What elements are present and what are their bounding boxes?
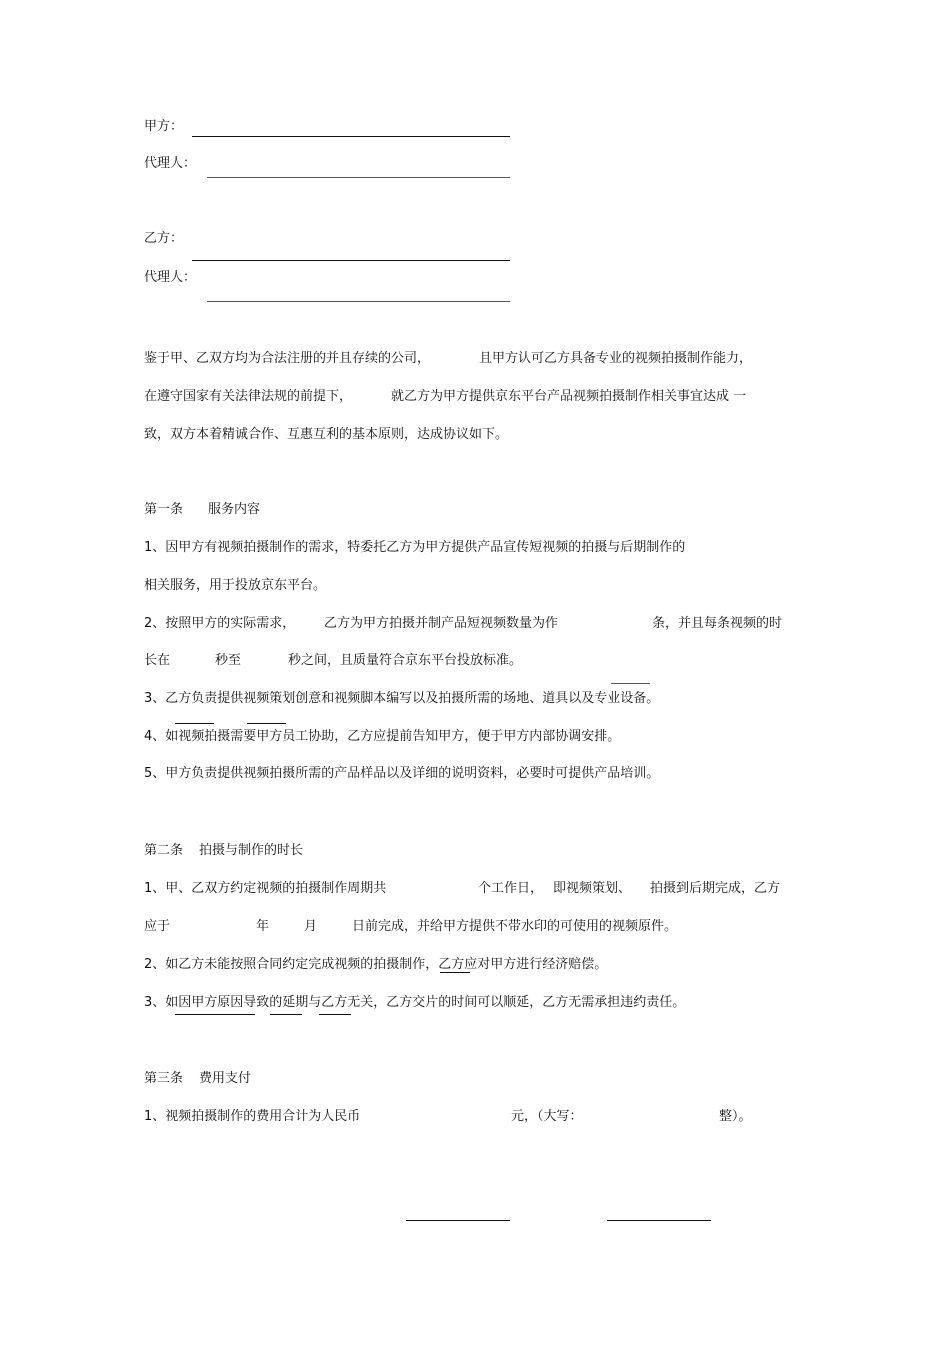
article3-item1-part2: 元，（大写：: [511, 1109, 583, 1124]
article1-item4: 4、如视频拍摄需要甲方员工协助，乙方应提前告知甲方，便于甲方内部协调安排。: [144, 729, 621, 744]
work-days-field[interactable]: [402, 881, 476, 897]
party-a-agent-label: 代理人：: [144, 156, 197, 171]
party-a-label: 甲方：: [144, 119, 184, 134]
article2-title: 拍摄与制作的时长: [199, 843, 304, 858]
party-a-field[interactable]: [192, 120, 510, 136]
month-field[interactable]: [272, 919, 302, 935]
fee-amount-words-field[interactable]: [607, 1109, 711, 1125]
party-a-agent-underline: [207, 177, 510, 178]
party-b-agent-field[interactable]: [207, 284, 510, 300]
article1-item2-part1: 2、按照甲方的实际需求，: [144, 616, 296, 631]
article3-number: 第三条: [144, 1071, 184, 1086]
article3-title: 费用支付: [199, 1071, 252, 1086]
article1-number: 第一条: [144, 502, 184, 517]
article3-item1-part3: 整）。: [719, 1109, 752, 1124]
day-underline: [319, 1014, 351, 1015]
article1-item2-part2: 乙方为甲方拍摄并制产品短视频数量为作: [324, 616, 559, 631]
article2-item2: 2、如乙方未能按照合同约定完成视频的拍摄制作，乙方应对甲方进行经济赔偿。: [144, 957, 608, 972]
month-underline: [270, 1014, 302, 1015]
article2-number: 第二条: [144, 843, 184, 858]
min-seconds-field[interactable]: [174, 653, 214, 669]
max-seconds-field[interactable]: [246, 653, 286, 669]
article2-item1-part4: 拍摄到后期完成，乙方: [650, 881, 781, 896]
party-b-field[interactable]: [192, 243, 510, 259]
article1-item2-part6: 秒之间，且质量符合京东平台投放标准。: [288, 653, 523, 668]
article1-item5: 5、甲方负责提供视频拍摄所需的产品样品以及详细的说明资料，必要时可提供产品培训。: [144, 766, 660, 781]
party-a-agent-field[interactable]: [207, 160, 510, 176]
article1-item2-part4: 长在: [144, 653, 171, 668]
max-seconds-underline: [247, 723, 286, 724]
preamble-line1b: 且甲方认可乙方具备专业的视频拍摄制作能力，: [479, 351, 753, 366]
article2-item1-part6: 日前完成，并给甲方提供不带水印的可使用的视频原件。: [352, 919, 678, 934]
party-b-agent-label: 代理人：: [144, 270, 197, 285]
article2-month-label: 月: [304, 919, 318, 934]
preamble-line2b: 就乙方为甲方提供京东平台产品视频拍摄制作相关事宜达成 一: [391, 389, 747, 404]
preamble-line1a: 鉴于甲、乙双方均为合法注册的并且存续的公司，: [144, 351, 431, 366]
article2-item3: 3、如因甲方原因导致的延期与乙方无关，乙方交片的时间可以顺延，乙方无需承担违约责任。: [144, 995, 686, 1010]
min-seconds-underline: [175, 723, 214, 724]
video-count-underline: [611, 683, 650, 684]
video-count-field[interactable]: [576, 616, 648, 632]
article2-item1-part5: 应于: [144, 919, 171, 934]
party-a-underline: [192, 136, 510, 137]
party-b-underline: [192, 260, 510, 261]
article1-item3: 3、乙方负责提供视频策划创意和视频脚本编写以及拍摄所需的场地、道具以及专业设备。: [144, 691, 660, 706]
article2-item1-part1: 1、甲、乙双方约定视频的拍摄制作周期共: [144, 881, 387, 896]
article2-year-label: 年: [256, 919, 270, 934]
preamble-line3: 致，双方本着精诚合作、互惠互利的基本原则，达成协议如下。: [144, 427, 509, 442]
fee-amount-underline: [406, 1220, 510, 1221]
day-field[interactable]: [320, 919, 350, 935]
article2-item1-part2: 个工作日，: [478, 881, 544, 896]
article1-item2-part3: 条，并且每条视频的时: [652, 616, 783, 631]
party-b-label: 乙方：: [144, 231, 184, 246]
fee-amount-words-underline: [607, 1220, 711, 1221]
article1-item1-line1: 1、因甲方有视频拍摄制作的需求，特委托乙方为甲方提供产品宣传短视频的拍摄与后期制作的: [144, 540, 686, 555]
article1-item2-part5: 秒至: [215, 653, 242, 668]
fee-amount-field[interactable]: [406, 1109, 510, 1125]
year-field[interactable]: [176, 919, 254, 935]
article1-title: 服务内容: [208, 502, 261, 517]
article1-item1-line2: 相关服务，用于投放京东平台。: [144, 578, 327, 593]
party-b-agent-underline: [207, 301, 510, 302]
preamble-line2a: 在遵守国家有关法律法规的前提下，: [144, 389, 353, 404]
article2-item1-part3: 即视频策划、: [553, 881, 632, 896]
article3-item1-part1: 1、视频拍摄制作的费用合计为人民币: [144, 1109, 361, 1124]
year-underline: [175, 1014, 255, 1015]
article2-item2-underline: [440, 972, 470, 973]
